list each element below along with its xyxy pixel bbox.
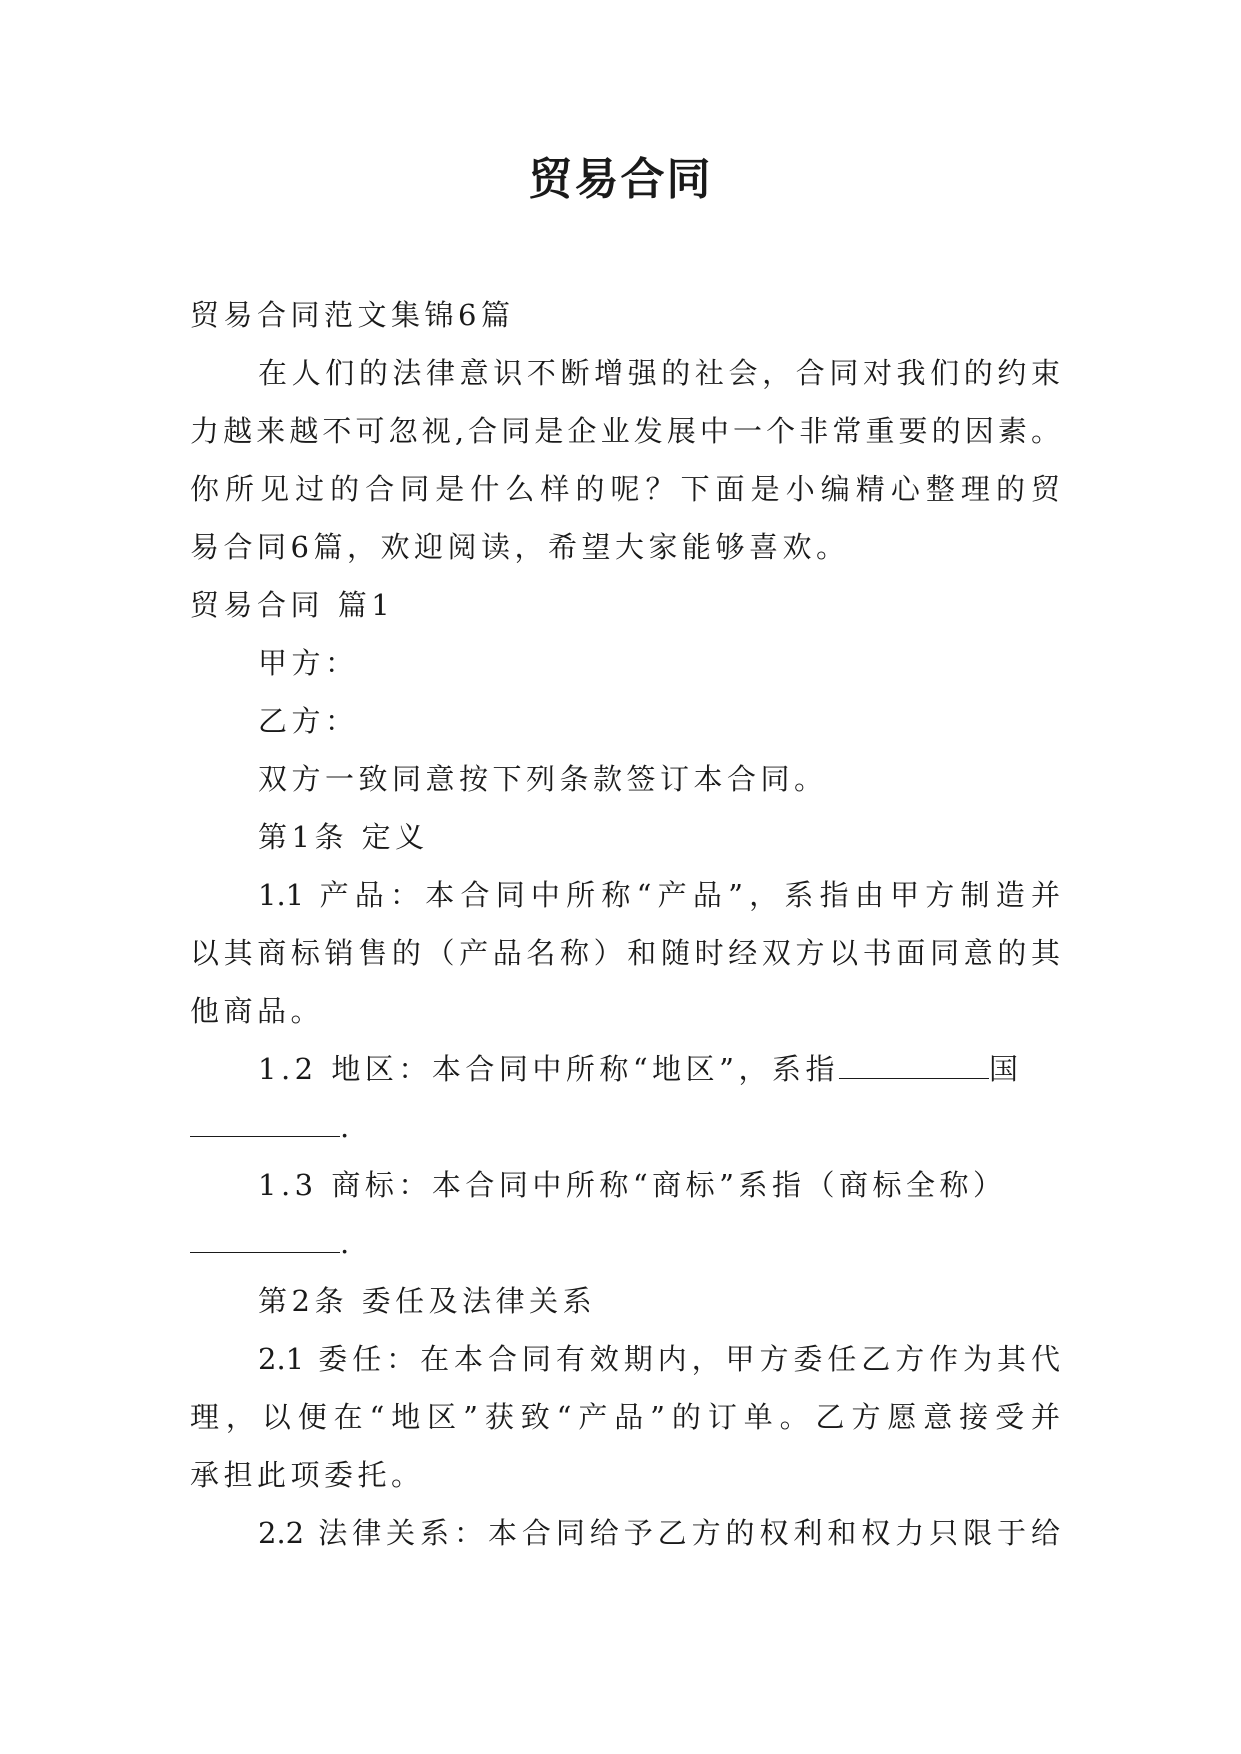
clause-1-1-line: 1.1 产品：本合同中所称“产品”，系指由甲方制造并 <box>258 878 1060 912</box>
clause-2-2-line: 2.2 法律关系：本合同给予乙方的权利和权力只限于给 <box>258 1516 1060 1550</box>
clause-1-2-continuation <box>190 1098 1060 1156</box>
agreement-statement: 双方一致同意按下列条款签订本合同。 <box>258 762 828 796</box>
clause-1-3-line: 1.3 商标：本合同中所称“商标”系指（商标全称） <box>258 1168 1007 1202</box>
article-2-heading: 第2条 委任及法律关系 <box>258 1284 597 1318</box>
clause-2-1-line: 承担此项委托。 <box>190 1458 425 1492</box>
intro-line: 易合同6篇，欢迎阅读，希望大家能够喜欢。 <box>190 530 850 564</box>
clause-1-2-text: 1.2 地区：本合同中所称“地区”，系指 <box>258 1052 839 1086</box>
clause-1-2-suffix: 国 <box>989 1052 1023 1086</box>
blank-line <box>839 1054 989 1079</box>
clause-1-2-end: . <box>340 1110 354 1144</box>
clause-1-3-continuation <box>190 1214 1060 1272</box>
clause-1-1-line: 他商品。 <box>190 994 325 1028</box>
party-a-label: 甲方： <box>258 646 359 680</box>
document-subtitle: 贸易合同范文集锦6篇 <box>190 298 515 332</box>
clause-1-3-end: . <box>340 1226 354 1260</box>
party-b-label: 乙方： <box>258 704 359 738</box>
clause-2-1-line: 理，以便在“地区”获致“产品”的订单。乙方愿意接受并 <box>190 1400 1060 1434</box>
article-1-heading: 第1条 定义 <box>258 820 429 854</box>
document-title: 贸易合同 <box>528 154 713 205</box>
clause-1-1-line: 以其商标销售的（产品名称）和随时经双方以书面同意的其 <box>190 936 1060 970</box>
intro-line: 你所见过的合同是什么样的呢？下面是小编精心整理的贸 <box>190 472 1060 506</box>
blank-line <box>190 1228 340 1253</box>
intro-line: 在人们的法律意识不断增强的社会，合同对我们的约束 <box>258 356 1060 390</box>
intro-line: 力越来越不可忽视,合同是企业发展中一个非常重要的因素。 <box>190 414 1060 448</box>
document-body <box>190 286 1060 1562</box>
section-heading: 贸易合同 篇1 <box>190 588 395 622</box>
blank-line <box>190 1112 340 1137</box>
clause-2-1-line: 2.1 委任：在本合同有效期内，甲方委任乙方作为其代 <box>258 1342 1060 1376</box>
clause-1-2-line <box>190 1040 1060 1098</box>
